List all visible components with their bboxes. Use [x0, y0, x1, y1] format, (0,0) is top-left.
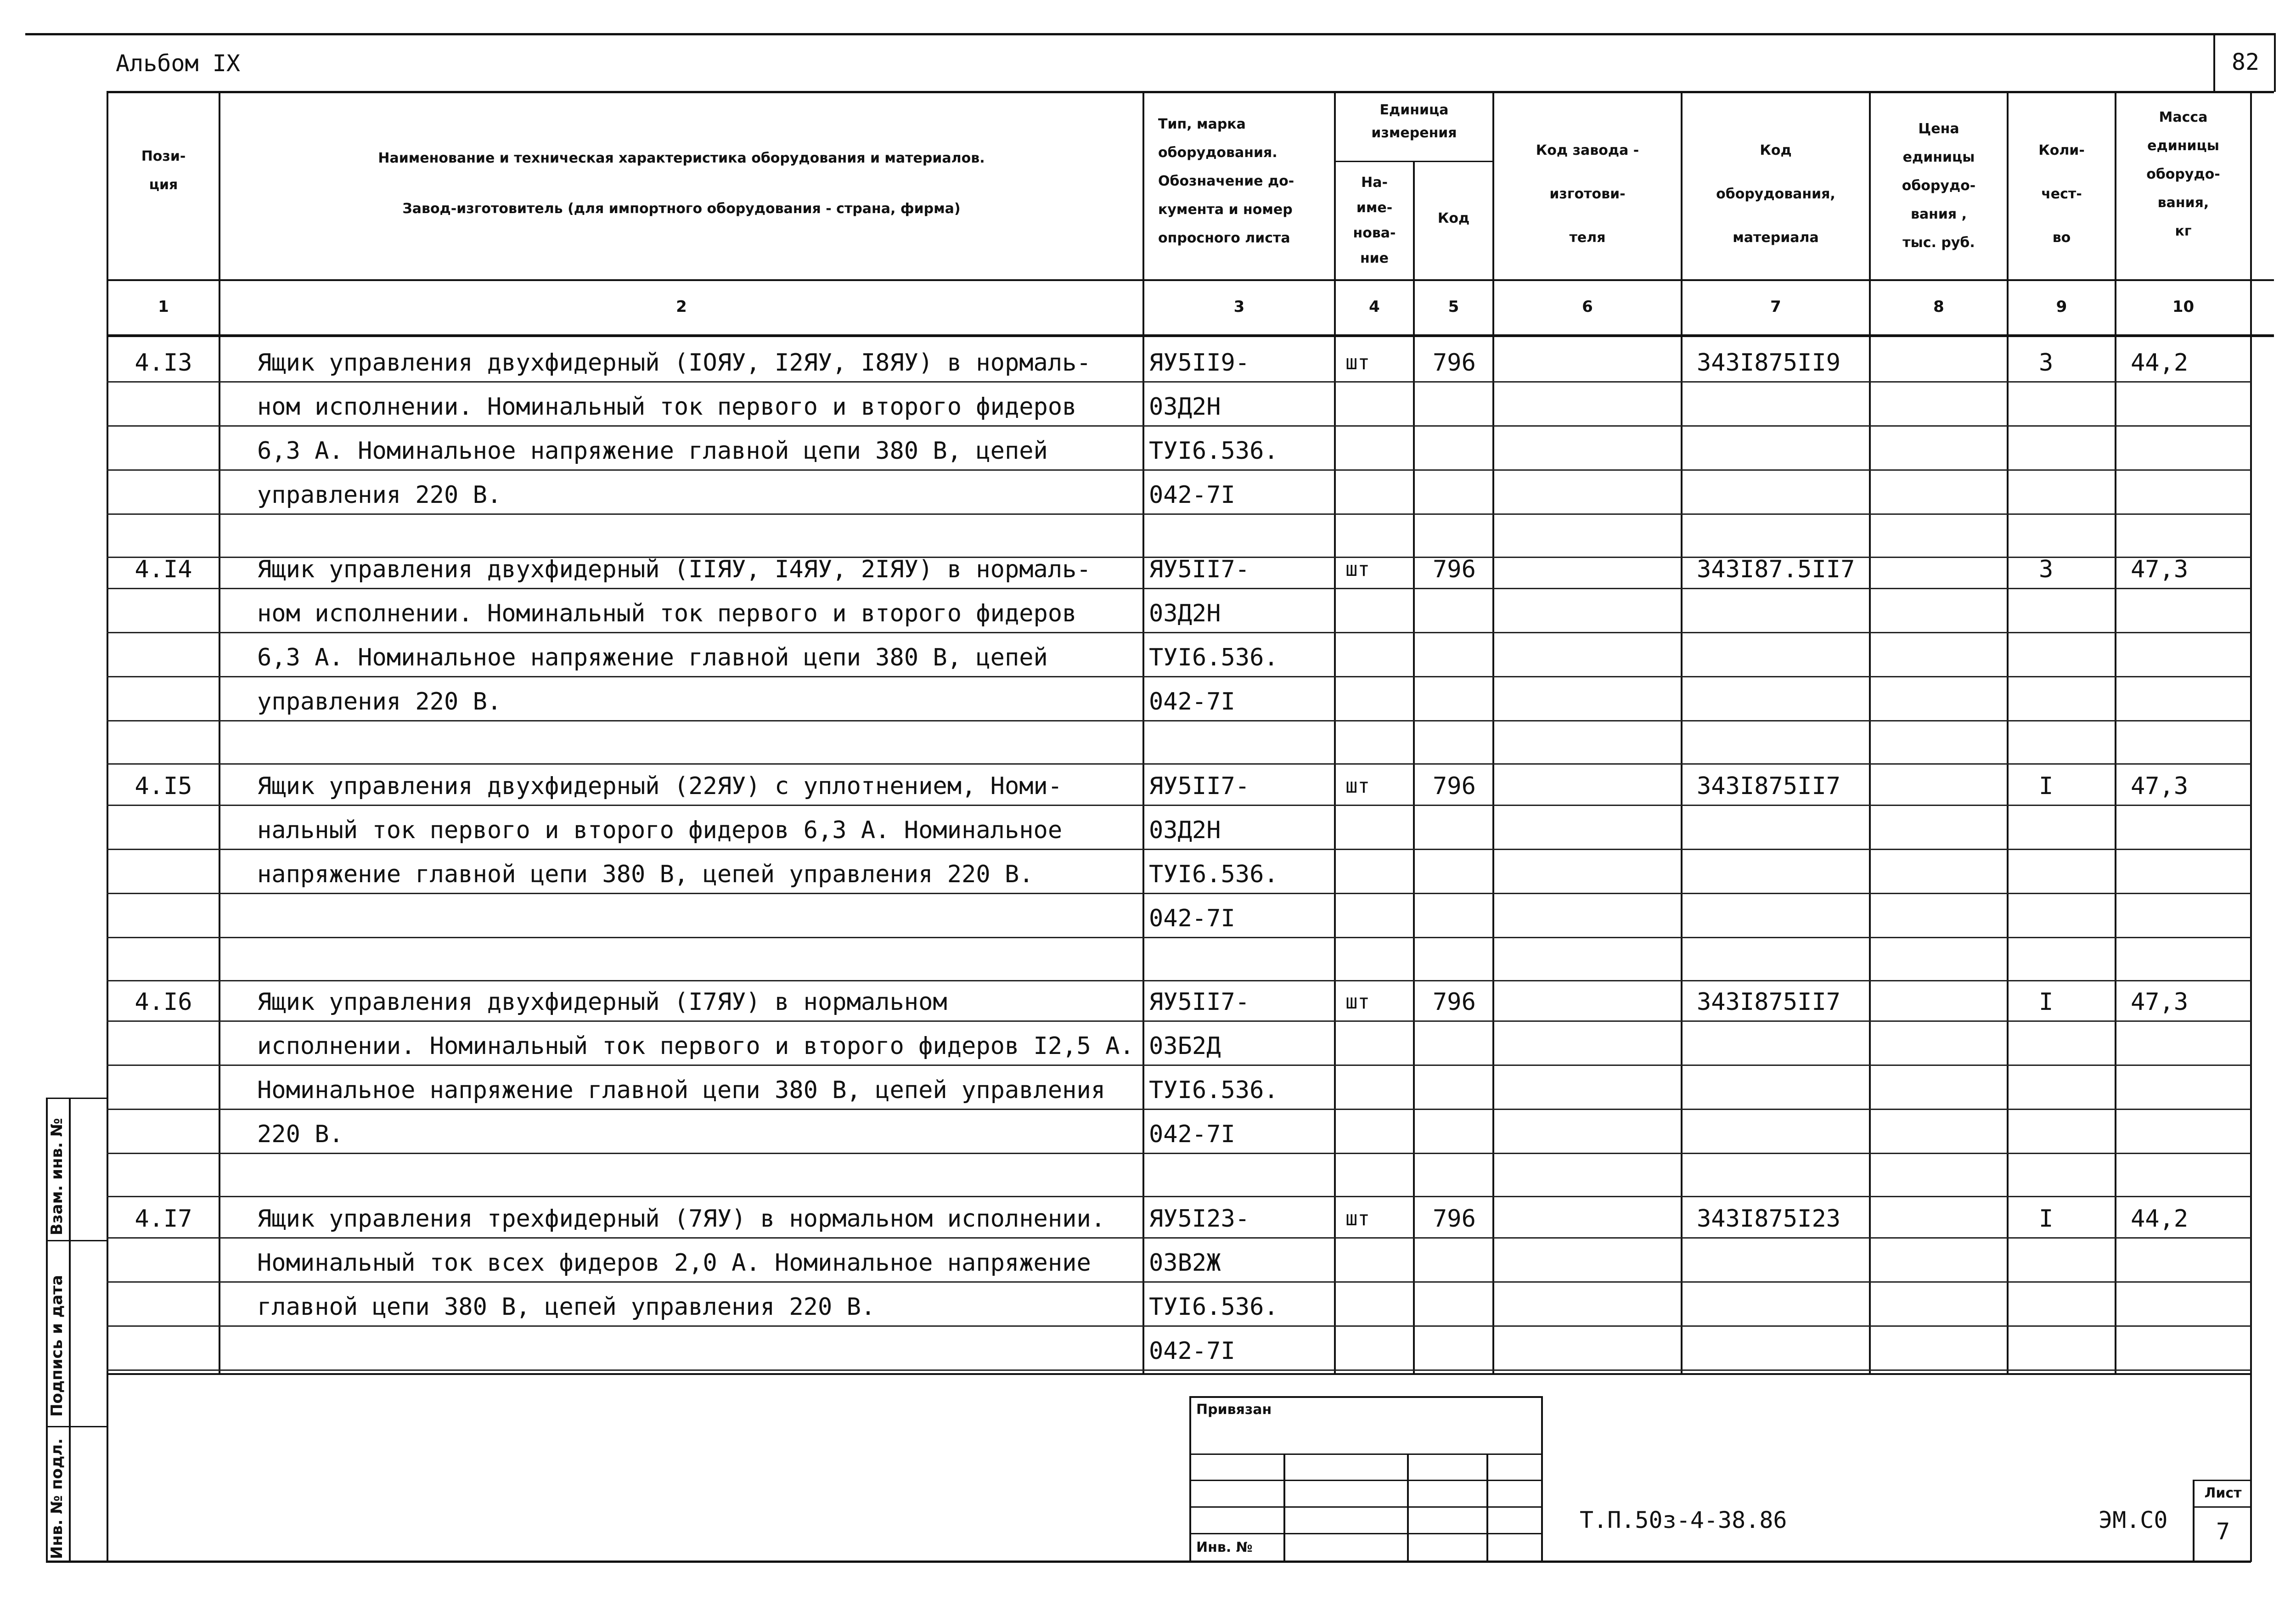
item-type-line: ТУI6.536.: [1149, 437, 1278, 465]
side-strip-top: [46, 1098, 108, 1099]
row-line: [107, 937, 2251, 938]
col-number: 1: [158, 298, 169, 316]
item-quantity: I: [2039, 988, 2054, 1016]
item-type-line: 03Д2Н: [1149, 817, 1221, 844]
item-name-line: ном исполнении. Номинальный ток первого и второго фидеров: [257, 600, 1077, 627]
hdr-name: Наименование и техническая характеристика оборудования и материалов. Завод-изготовитель (для импортного оборудования - страна, фирма): [378, 150, 985, 217]
item-name-line: Ящик управления двухфидерный (IIЯУ, I4ЯУ, 2IЯУ) в нормаль-: [257, 556, 1091, 583]
page-bottom-line: [46, 1561, 2251, 1563]
row-line: [107, 1237, 2251, 1239]
col-line-4: [1413, 161, 1415, 1374]
item-type-line: ТУI6.536.: [1149, 1293, 1278, 1321]
row-line: [107, 980, 2251, 981]
item-unit-code: 796: [1433, 1205, 1476, 1233]
item-name-line: главной цепи 380 В, цепей управления 220 В.: [257, 1293, 876, 1321]
row-line: [107, 1065, 2251, 1066]
col-number: 4: [1369, 298, 1380, 316]
hdr-quantity: Коли- чест- во: [2038, 142, 2085, 246]
row-line: [107, 893, 2251, 894]
sheet-box-mid: [2193, 1506, 2251, 1508]
colnum-bottom-line: [107, 334, 2274, 337]
item-quantity: I: [2039, 772, 2054, 800]
page-number-box-right: [2274, 33, 2276, 92]
item-mass: 47,3: [2131, 988, 2189, 1016]
row-line: [107, 1153, 2251, 1154]
hdr-unit-code: Код: [1437, 210, 1470, 226]
item-name-line: ном исполнении. Номинальный ток первого и второго фидеров: [257, 393, 1077, 421]
item-unit-code: 796: [1433, 772, 1476, 800]
row-line: [107, 381, 2251, 383]
item-name-line: 6,3 А. Номинальное напряжение главной цепи 380 В, цепей: [257, 437, 1048, 465]
col-number: 8: [1933, 298, 1944, 316]
table-top-line: [107, 91, 2274, 93]
header-bottom-line: [107, 279, 2274, 281]
row-line: [107, 513, 2251, 515]
col-line-7: [1869, 91, 1871, 1374]
item-name-line: Ящик управления двухфидерный (22ЯУ) с уплотнением, Номи-: [257, 772, 1063, 800]
item-name-line: Ящик управления двухфидерный (I7ЯУ) в нормальном: [257, 988, 947, 1016]
item-name-line: напряжение главной цепи 380 В, цепей управления 220 В.: [257, 861, 1034, 888]
sheet-label: Лист: [2204, 1485, 2242, 1501]
stamp-line-3: [1189, 1506, 1543, 1508]
stamp-line-1: [1189, 1454, 1543, 1455]
row-line: [107, 1325, 2251, 1327]
item-position: 4.I3: [135, 349, 192, 377]
document-mark: ЭМ.С0: [2099, 1507, 2168, 1533]
item-type-line: 042-7I: [1149, 1337, 1235, 1365]
row-line: [107, 1109, 2251, 1110]
table-bottom-line: [107, 1373, 2251, 1375]
hdr-factory-code: Код завода - изготови- теля: [1536, 142, 1639, 246]
item-quantity: I: [2039, 1205, 2054, 1233]
side-strip-div-2: [46, 1426, 108, 1427]
item-type-line: ЯУ5II7-: [1149, 556, 1250, 583]
hdr-position: Пози- ция: [141, 148, 186, 193]
col-line-10: [2250, 91, 2252, 1562]
item-name-line: Номинальное напряжение главной цепи 380 В, цепей управления: [257, 1076, 1106, 1104]
item-name-line: Номинальный ток всех фидеров 2,0 А. Номинальное напряжение: [257, 1249, 1091, 1277]
item-equipment-code: 343I875II9: [1697, 349, 1841, 377]
hdr-unit-group: Единица измерения: [1371, 102, 1457, 141]
item-name-line: управления 220 В.: [257, 688, 502, 715]
row-line: [107, 425, 2251, 427]
item-name-line: Ящик управления трехфидерный (7ЯУ) в нормальном исполнении.: [257, 1205, 1106, 1233]
item-unit-code: 796: [1433, 556, 1476, 583]
col-number: 9: [2056, 298, 2067, 316]
col-line-8: [2007, 91, 2009, 1374]
row-line: [107, 1020, 2251, 1022]
item-name-line: исполнении. Номинальный ток первого и второго фидеров I2,5 А.: [257, 1032, 1134, 1060]
row-line: [107, 763, 2251, 765]
item-type-line: ЯУ5II9-: [1149, 349, 1250, 377]
item-name-line: управления 220 В.: [257, 481, 502, 509]
album-label: Альбом IX: [116, 50, 240, 77]
stamp-left: [1189, 1396, 1191, 1561]
col-number: 2: [676, 298, 687, 316]
item-equipment-code: 343I875II7: [1697, 772, 1841, 800]
item-unit: шт: [1345, 774, 1370, 798]
item-name-line: 220 В.: [257, 1121, 343, 1148]
col-line-2: [1142, 91, 1144, 1374]
stamp-col-2: [1407, 1454, 1409, 1561]
stamp-inv-label: Инв. №: [1196, 1539, 1253, 1555]
col-number: 10: [2172, 298, 2195, 316]
hdr-unit-name: На- име- нова- ние: [1353, 175, 1396, 266]
item-type-line: 042-7I: [1149, 1121, 1235, 1148]
row-line: [107, 720, 2251, 721]
page-number: 82: [2231, 49, 2260, 75]
row-line: [107, 469, 2251, 471]
item-type-line: ЯУ5II7-: [1149, 772, 1250, 800]
stamp-col-1: [1283, 1454, 1285, 1561]
row-line: [107, 1196, 2251, 1197]
stamp-right: [1541, 1396, 1543, 1561]
item-position: 4.I7: [135, 1205, 192, 1233]
stamp-line-2: [1189, 1480, 1543, 1481]
item-unit: шт: [1345, 990, 1370, 1014]
sheet-box-top: [2193, 1480, 2251, 1481]
sheet-number: 7: [2216, 1518, 2230, 1545]
col-line-5: [1492, 91, 1494, 1374]
item-position: 4.I4: [135, 556, 192, 583]
side-strip-div-1: [46, 1240, 108, 1241]
item-type-line: 03В2Ж: [1149, 1249, 1221, 1277]
item-name-line: 6,3 А. Номинальное напряжение главной цепи 380 В, цепей: [257, 644, 1048, 671]
item-equipment-code: 343I875I23: [1697, 1205, 1841, 1233]
item-position: 4.I6: [135, 988, 192, 1016]
item-mass: 47,3: [2131, 556, 2189, 583]
item-unit: шт: [1345, 558, 1370, 581]
page-number-box-left: [2213, 33, 2215, 92]
col-number: 3: [1233, 298, 1245, 316]
item-mass: 44,2: [2131, 349, 2189, 377]
row-line: [107, 632, 2251, 633]
row-line: [107, 1281, 2251, 1283]
item-equipment-code: 343I87.5II7: [1697, 556, 1855, 583]
col-line-3: [1334, 91, 1336, 1374]
stamp-col-3: [1486, 1454, 1488, 1561]
item-type-line: 03Д2Н: [1149, 600, 1221, 627]
item-position: 4.I5: [135, 772, 192, 800]
col-line-6: [1681, 91, 1683, 1374]
item-type-line: 042-7I: [1149, 905, 1235, 932]
item-type-line: ТУI6.536.: [1149, 861, 1278, 888]
item-name-line: нальный ток первого и второго фидеров 6,3 А. Номинальное: [257, 817, 1063, 844]
row-line: [107, 849, 2251, 850]
item-type-line: 03Д2Н: [1149, 393, 1221, 421]
row-line: [107, 1369, 2251, 1371]
stamp-line-4: [1189, 1533, 1543, 1534]
hdr-type: Тип, марка оборудования. Обозначение до- кумента и номер опросного листа: [1158, 116, 1294, 246]
item-mass: 47,3: [2131, 772, 2189, 800]
item-type-line: ЯУ5II7-: [1149, 988, 1250, 1016]
item-type-line: ТУI6.536.: [1149, 1076, 1278, 1104]
row-line: [107, 676, 2251, 677]
item-quantity: 3: [2039, 349, 2054, 377]
row-line: [107, 588, 2251, 589]
hdr-mass: Масса единицы оборудо- вания, кг: [2146, 109, 2220, 239]
col-line-9: [2115, 91, 2116, 1374]
col-number: 5: [1448, 298, 1459, 316]
item-type-line: 03Б2Д: [1149, 1032, 1221, 1060]
top-border: [25, 33, 2275, 35]
item-type-line: 042-7I: [1149, 688, 1235, 715]
item-type-line: ТУI6.536.: [1149, 644, 1278, 671]
hdr-price: Цена единицы оборудо- вания , тыс. руб.: [1902, 121, 1976, 251]
document-code: Т.П.50з-4-38.86: [1580, 1507, 1787, 1533]
side-label-signature-date: Подпись и дата: [48, 1275, 66, 1417]
row-line: [107, 805, 2251, 806]
hdr-equipment-code: Код оборудования, материала: [1716, 142, 1835, 246]
stamp-top: [1189, 1396, 1543, 1398]
side-strip-mid: [69, 1098, 71, 1562]
item-type-line: ЯУ5I23-: [1149, 1205, 1250, 1233]
item-name-line: Ящик управления двухфидерный (IОЯУ, I2ЯУ, I8ЯУ) в нормаль-: [257, 349, 1091, 377]
col-line-1: [219, 91, 220, 1374]
item-quantity: 3: [2039, 556, 2054, 583]
item-unit-code: 796: [1433, 349, 1476, 377]
item-unit: шт: [1345, 351, 1370, 374]
side-label-replace-inv: Взам. инв. №: [48, 1118, 66, 1235]
side-label-inv-podl: Инв. № подл.: [48, 1438, 66, 1559]
col-number: 6: [1582, 298, 1593, 316]
item-type-line: 042-7I: [1149, 481, 1235, 509]
item-mass: 44,2: [2131, 1205, 2189, 1233]
stamp-bound-label: Привязан: [1196, 1402, 1272, 1418]
unit-group-divider: [1334, 161, 1492, 162]
col-number: 7: [1770, 298, 1781, 316]
item-equipment-code: 343I875II7: [1697, 988, 1841, 1016]
item-unit: шт: [1345, 1207, 1370, 1230]
item-unit-code: 796: [1433, 988, 1476, 1016]
